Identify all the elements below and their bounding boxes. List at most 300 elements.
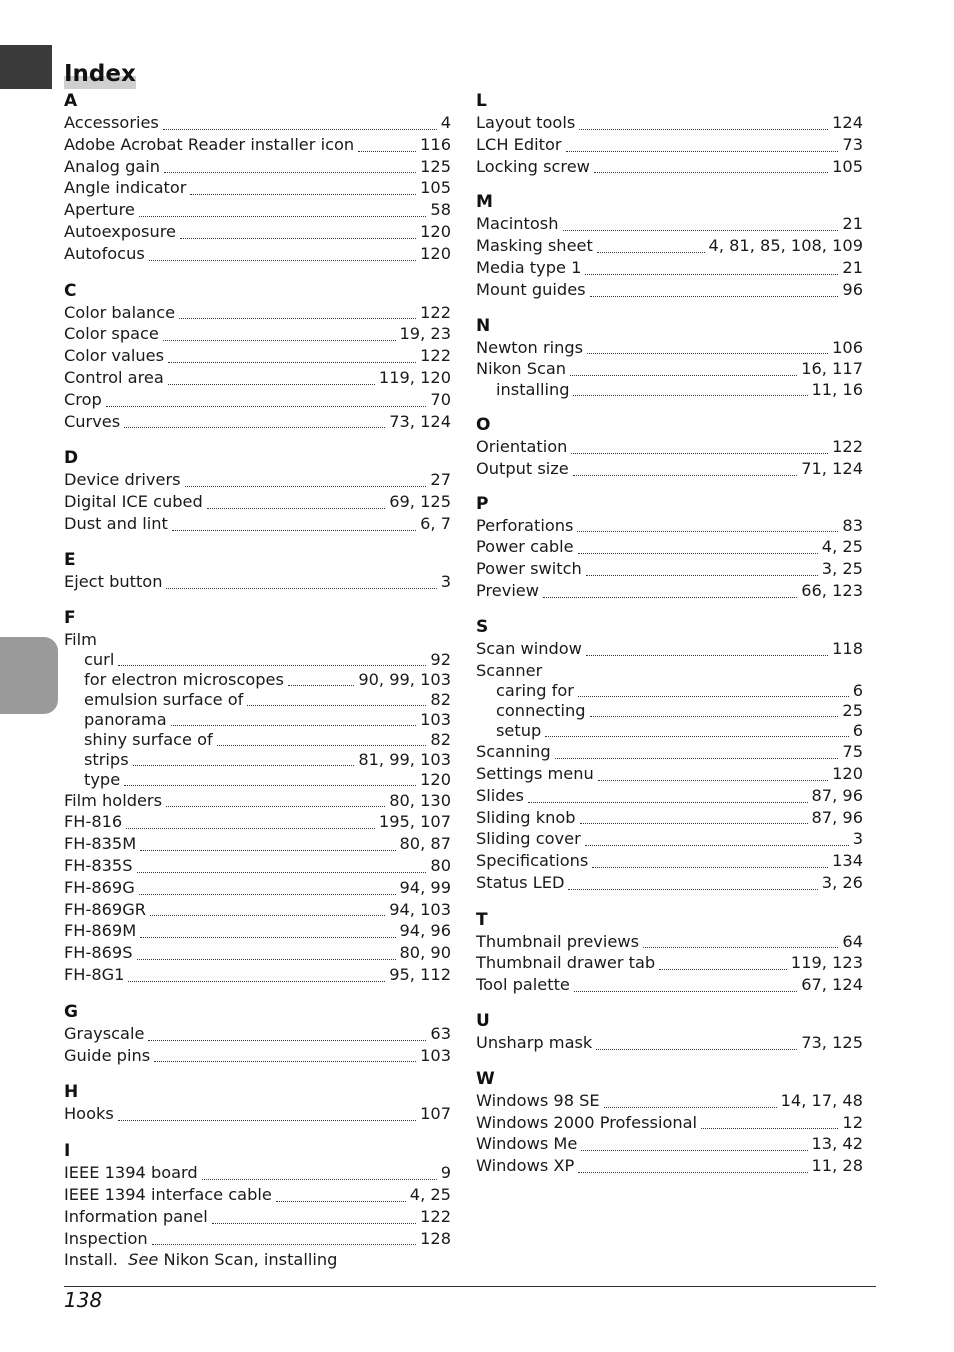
entry-pages: 134 [832, 851, 863, 871]
index-section-f [64, 607, 451, 986]
index-entry [64, 855, 451, 877]
dot-leader [128, 981, 385, 982]
index-entry [476, 638, 863, 660]
index-entry [64, 345, 451, 367]
entry-term: Newton rings [476, 337, 584, 357]
dot-leader [168, 384, 375, 385]
entry-pages: 11, 28 [811, 1156, 863, 1176]
index-entry [64, 1023, 451, 1045]
index-entry [476, 112, 863, 134]
entry-term: Output size [476, 458, 569, 478]
entry-term: Information panel [64, 1206, 208, 1226]
dot-leader [171, 725, 416, 726]
index-section-l [476, 90, 863, 177]
entry-pages: 80 [430, 855, 451, 875]
index-section-h [64, 1081, 451, 1125]
dot-leader [643, 947, 838, 948]
dot-leader [247, 705, 426, 706]
index-entry [476, 1133, 863, 1155]
index-entry [476, 213, 863, 235]
dot-leader [163, 340, 396, 341]
entry-pages: 96 [842, 279, 863, 299]
entry-pages: 124 [832, 113, 863, 132]
entry-pages: 25 [842, 701, 863, 721]
entry-pages: 94, 99 [399, 877, 451, 897]
entry-term: Status LED [476, 872, 565, 892]
index-column-left [64, 90, 451, 1271]
dot-leader [577, 531, 838, 532]
entry-pages: 6 [852, 721, 863, 741]
dot-leader [164, 172, 416, 173]
dot-leader [543, 597, 797, 598]
index-entry [64, 221, 451, 243]
dot-leader [166, 806, 385, 807]
entry-pages: 105 [832, 156, 863, 176]
index-entry [476, 279, 863, 301]
entry-pages: 19, 23 [399, 324, 451, 344]
index-entry [64, 367, 451, 389]
index-section-g [64, 1001, 451, 1067]
section-letter: S [476, 616, 489, 637]
corner-tab [0, 45, 52, 89]
index-entry [476, 1112, 863, 1134]
dot-leader [124, 785, 416, 786]
entry-term: panorama [84, 710, 167, 730]
entry-term: Windows 2000 Professional [476, 1112, 698, 1132]
entry-pages: 11, 16 [811, 380, 863, 400]
entry-term: Windows 98 SE [476, 1090, 600, 1110]
dot-leader [566, 151, 839, 152]
entry-term: Thumbnail previews [476, 931, 640, 951]
dot-leader [701, 1128, 838, 1129]
entry-term: Sliding knob [476, 807, 576, 827]
index-entry [64, 411, 451, 433]
index-entry [476, 337, 863, 359]
entry-term: curl [84, 650, 115, 670]
index-subentry [64, 690, 451, 710]
dot-leader [148, 1040, 426, 1041]
index-entry [64, 964, 451, 986]
index-entry [64, 134, 451, 156]
entry-pages: 105 [420, 178, 451, 198]
entry-term: Media type 1 [476, 257, 582, 277]
dot-leader [185, 486, 427, 487]
entry-term: for electron microscopes [84, 670, 284, 690]
index-entry [476, 1155, 863, 1177]
entry-term: Control area [64, 367, 164, 387]
entry-term: caring for [496, 681, 574, 701]
index-entry [476, 235, 863, 257]
dot-leader [573, 475, 797, 476]
index-entry [64, 877, 451, 899]
entry-term: Windows XP [476, 1156, 575, 1176]
index-section-e [64, 549, 451, 593]
entry-term: Locking screw [476, 156, 590, 176]
dot-leader [571, 453, 828, 454]
index-section-o [476, 414, 863, 480]
dot-leader [124, 427, 385, 428]
entry-term: Power switch [476, 559, 582, 579]
entry-pages: 3, 25 [821, 559, 863, 579]
dot-leader [592, 867, 828, 868]
see-reference [64, 1249, 451, 1271]
dot-leader [140, 850, 395, 851]
index-entry [476, 807, 863, 829]
index-entry [64, 571, 451, 593]
page-number: 138 [64, 1288, 103, 1312]
dot-leader [133, 765, 355, 766]
entry-pages: 80, 90 [399, 943, 451, 963]
entry-term: shiny surface of [84, 729, 213, 749]
index-section-s [476, 616, 863, 894]
entry-term: Settings menu [476, 763, 594, 783]
dot-leader [118, 1120, 416, 1121]
entry-pages: 73, 125 [801, 1033, 863, 1053]
index-entry [476, 872, 863, 894]
entry-term: Mount guides [476, 279, 586, 299]
dot-leader [570, 375, 797, 376]
index-entry [476, 1032, 863, 1054]
index-heading [64, 60, 136, 88]
entry-term: Adobe Acrobat Reader installer icon [64, 134, 355, 154]
entry-pages: 3, 26 [821, 872, 863, 892]
see-target: Nikon Scan, installing [163, 1250, 338, 1270]
entry-pages: 3 [440, 571, 451, 591]
dot-leader [594, 172, 828, 173]
entry-term: Film [64, 629, 97, 649]
dot-leader [597, 252, 705, 253]
index-section-n [476, 315, 863, 400]
section-letter: L [476, 91, 487, 111]
index-entry [476, 952, 863, 974]
entry-pages: 87, 96 [811, 807, 863, 827]
dot-leader [581, 1150, 807, 1151]
dot-leader [126, 828, 375, 829]
section-letter: G [64, 1001, 78, 1022]
entry-term: Perforations [476, 515, 574, 535]
index-entry [476, 536, 863, 558]
dot-leader [139, 216, 427, 217]
dot-leader [154, 1061, 416, 1062]
entry-term: Masking sheet [476, 236, 593, 256]
entry-pages: 13, 42 [811, 1134, 863, 1154]
section-letter: W [476, 1068, 495, 1089]
dot-leader [358, 151, 416, 152]
dot-leader [139, 894, 396, 895]
index-subentry [476, 721, 863, 741]
entry-term: FH-835M [64, 834, 137, 854]
section-letter: T [476, 909, 488, 930]
index-subentry [64, 770, 451, 790]
entry-pages: 120 [420, 769, 451, 789]
section-tab [0, 637, 58, 714]
dot-leader [590, 296, 839, 297]
entry-pages: 116 [420, 134, 451, 154]
entry-pages: 103 [420, 710, 451, 730]
entry-pages: 83 [842, 515, 863, 535]
index-entry [476, 785, 863, 807]
index-section-i [64, 1140, 451, 1271]
entry-pages: 122 [420, 346, 451, 366]
dot-leader [172, 530, 416, 531]
entry-pages: 12 [842, 1112, 863, 1132]
index-entry [64, 942, 451, 964]
section-letter: M [476, 192, 493, 213]
entry-pages: 80, 87 [399, 834, 451, 854]
entry-pages: 128 [420, 1228, 451, 1248]
entry-pages: 119, 120 [378, 367, 451, 387]
dot-leader [152, 1244, 416, 1245]
entry-term: FH-816 [64, 812, 123, 832]
dot-leader [604, 1107, 777, 1108]
entry-term: Autoexposure [64, 221, 176, 241]
index-entry [476, 358, 863, 380]
dot-leader [579, 129, 828, 130]
index-entry [64, 491, 451, 513]
dot-leader [563, 230, 839, 231]
dot-leader [150, 915, 385, 916]
dot-leader [578, 1172, 807, 1173]
entry-term: FH-835S [64, 855, 133, 875]
entry-pages: 67, 124 [801, 975, 863, 995]
dot-leader [217, 745, 427, 746]
entry-pages: 81, 99, 103 [358, 749, 451, 769]
dot-leader [180, 238, 416, 239]
dot-leader [590, 716, 839, 717]
entry-pages: 71, 124 [801, 458, 863, 478]
entry-term: Dust and lint [64, 513, 168, 533]
entry-pages: 6 [852, 681, 863, 701]
entry-term: Color balance [64, 302, 176, 322]
entry-pages: 122 [420, 302, 451, 322]
index-entry [64, 1103, 451, 1125]
index-entry [64, 1206, 451, 1228]
dot-leader [596, 1049, 797, 1050]
dot-leader [578, 553, 818, 554]
entry-pages: 58 [430, 200, 451, 220]
dot-leader [585, 845, 849, 846]
index-section-d [64, 447, 451, 534]
index-entry [476, 660, 863, 682]
index-subentry [64, 670, 451, 690]
entry-pages: 16, 117 [801, 359, 863, 379]
index-entry [64, 177, 451, 199]
entry-pages: 4 [440, 113, 451, 132]
dot-leader [140, 937, 395, 938]
see-word: See [128, 1250, 159, 1270]
index-entry [476, 580, 863, 602]
index-entry [64, 1228, 451, 1250]
dot-leader [586, 655, 828, 656]
index-entry [64, 243, 451, 265]
entry-term: Scanner [476, 660, 543, 680]
entry-pages: 63 [430, 1023, 451, 1043]
entry-term: Guide pins [64, 1045, 151, 1065]
dot-leader [598, 780, 828, 781]
index-entry [64, 156, 451, 178]
index-entry [476, 850, 863, 872]
entry-term: Preview [476, 581, 540, 601]
index-section-u [476, 1010, 863, 1054]
index-entry [64, 1162, 451, 1184]
entry-term: installing [496, 380, 570, 400]
page-title: Index [64, 61, 136, 87]
index-entry [476, 134, 863, 156]
section-letter: P [476, 493, 489, 514]
entry-term: Scan window [476, 638, 582, 658]
index-entry [476, 436, 863, 458]
entry-pages: 9 [440, 1163, 451, 1183]
entry-pages: 14, 17, 48 [780, 1090, 863, 1110]
footer-rule [64, 1286, 876, 1287]
entry-term: Layout tools [476, 113, 576, 132]
entry-term: Specifications [476, 851, 589, 871]
index-subentry [64, 710, 451, 730]
entry-pages: 118 [832, 638, 863, 658]
index-subentry [476, 681, 863, 701]
dot-leader [207, 508, 385, 509]
entry-pages: 90, 99, 103 [358, 670, 451, 690]
entry-term: FH-869M [64, 921, 137, 941]
entry-term: Nikon Scan [476, 359, 567, 379]
dot-leader [190, 194, 416, 195]
entry-pages: 95, 112 [389, 964, 451, 984]
dot-leader [288, 685, 354, 686]
entry-term: Film holders [64, 790, 163, 810]
entry-pages: 4, 25 [409, 1184, 451, 1204]
index-entry [64, 199, 451, 221]
dot-leader [137, 959, 396, 960]
entry-term: Grayscale [64, 1023, 145, 1043]
dot-leader [555, 758, 839, 759]
index-entry [476, 828, 863, 850]
entry-pages: 103 [420, 1045, 451, 1065]
section-letter: C [64, 280, 77, 301]
dot-leader [163, 129, 437, 130]
dot-leader [585, 274, 838, 275]
index-entry [64, 112, 451, 134]
entry-pages: 66, 123 [801, 581, 863, 601]
entry-term: Windows Me [476, 1134, 578, 1154]
dot-leader [580, 823, 808, 824]
entry-term: Device drivers [64, 470, 181, 490]
index-entry [64, 790, 451, 812]
index-subentry [64, 650, 451, 670]
dot-leader [574, 991, 797, 992]
entry-term: setup [496, 721, 542, 741]
entry-pages: 70 [430, 389, 451, 409]
entry-pages: 21 [842, 257, 863, 277]
index-entry [64, 920, 451, 942]
entry-term: Macintosh [476, 214, 559, 234]
dot-leader [118, 665, 426, 666]
entry-term: Orientation [476, 437, 568, 457]
entry-pages: 21 [842, 214, 863, 234]
dot-leader [568, 889, 817, 890]
entry-term: Slides [476, 785, 524, 805]
section-letter: D [64, 448, 79, 469]
section-letter: N [476, 315, 491, 336]
index-entry [64, 513, 451, 535]
entry-term: emulsion surface of [84, 690, 244, 710]
index-entry [476, 257, 863, 279]
dot-leader [149, 260, 416, 261]
entry-term: Thumbnail drawer tab [476, 953, 656, 973]
section-letter: A [64, 91, 78, 111]
dot-leader [573, 395, 807, 396]
entry-term: Digital ICE cubed [64, 492, 203, 512]
entry-term: Power cable [476, 537, 574, 557]
see-term: Install. [64, 1250, 118, 1270]
entry-term: connecting [496, 701, 586, 721]
index-section-a [64, 90, 451, 265]
entry-pages: 73, 124 [389, 411, 451, 431]
index-entry [64, 1045, 451, 1067]
index-subentry [64, 730, 451, 750]
entry-pages: 107 [420, 1104, 451, 1124]
entry-pages: 6, 7 [420, 513, 451, 533]
dot-leader [179, 318, 416, 319]
index-section-c [64, 280, 451, 433]
index-entry [64, 629, 451, 651]
index-entry [64, 833, 451, 855]
entry-term: Inspection [64, 1228, 148, 1248]
section-letter: F [64, 607, 76, 628]
entry-pages: 125 [420, 156, 451, 176]
dot-leader [166, 588, 436, 589]
entry-term: FH-869G [64, 877, 135, 897]
entry-pages: 82 [430, 729, 451, 749]
index-entry [64, 811, 451, 833]
index-section-m [476, 191, 863, 300]
entry-term: Accessories [64, 113, 159, 132]
section-letter: O [476, 415, 491, 436]
entry-pages: 4, 25 [821, 537, 863, 557]
index-entry [476, 156, 863, 178]
index-entry [476, 931, 863, 953]
entry-pages: 92 [430, 650, 451, 670]
entry-term: LCH Editor [476, 134, 562, 154]
entry-term: Tool palette [476, 975, 570, 995]
entry-pages: 75 [842, 742, 863, 762]
entry-pages: 82 [430, 690, 451, 710]
entry-term: Sliding cover [476, 829, 581, 849]
dot-leader [586, 575, 818, 576]
entry-pages: 27 [430, 470, 451, 490]
index-entry [64, 469, 451, 491]
entry-pages: 69, 125 [389, 492, 451, 512]
entry-pages: 122 [832, 437, 863, 457]
index-entry [64, 1184, 451, 1206]
index-column-right [476, 90, 863, 1177]
index-entry [476, 763, 863, 785]
entry-term: Autofocus [64, 243, 145, 263]
entry-pages: 73 [842, 134, 863, 154]
entry-term: Crop [64, 389, 102, 409]
section-letter: E [64, 549, 76, 570]
index-section-p [476, 493, 863, 602]
dot-leader [276, 1201, 406, 1202]
dot-leader [106, 406, 427, 407]
dot-leader [137, 872, 427, 873]
entry-term: Hooks [64, 1104, 114, 1124]
dot-leader [212, 1223, 416, 1224]
entry-term: Analog gain [64, 156, 161, 176]
entry-pages: 4, 81, 85, 108, 109 [708, 236, 863, 256]
entry-term: FH-8G1 [64, 964, 125, 984]
entry-term: Unsharp mask [476, 1033, 593, 1053]
entry-pages: 64 [842, 931, 863, 951]
